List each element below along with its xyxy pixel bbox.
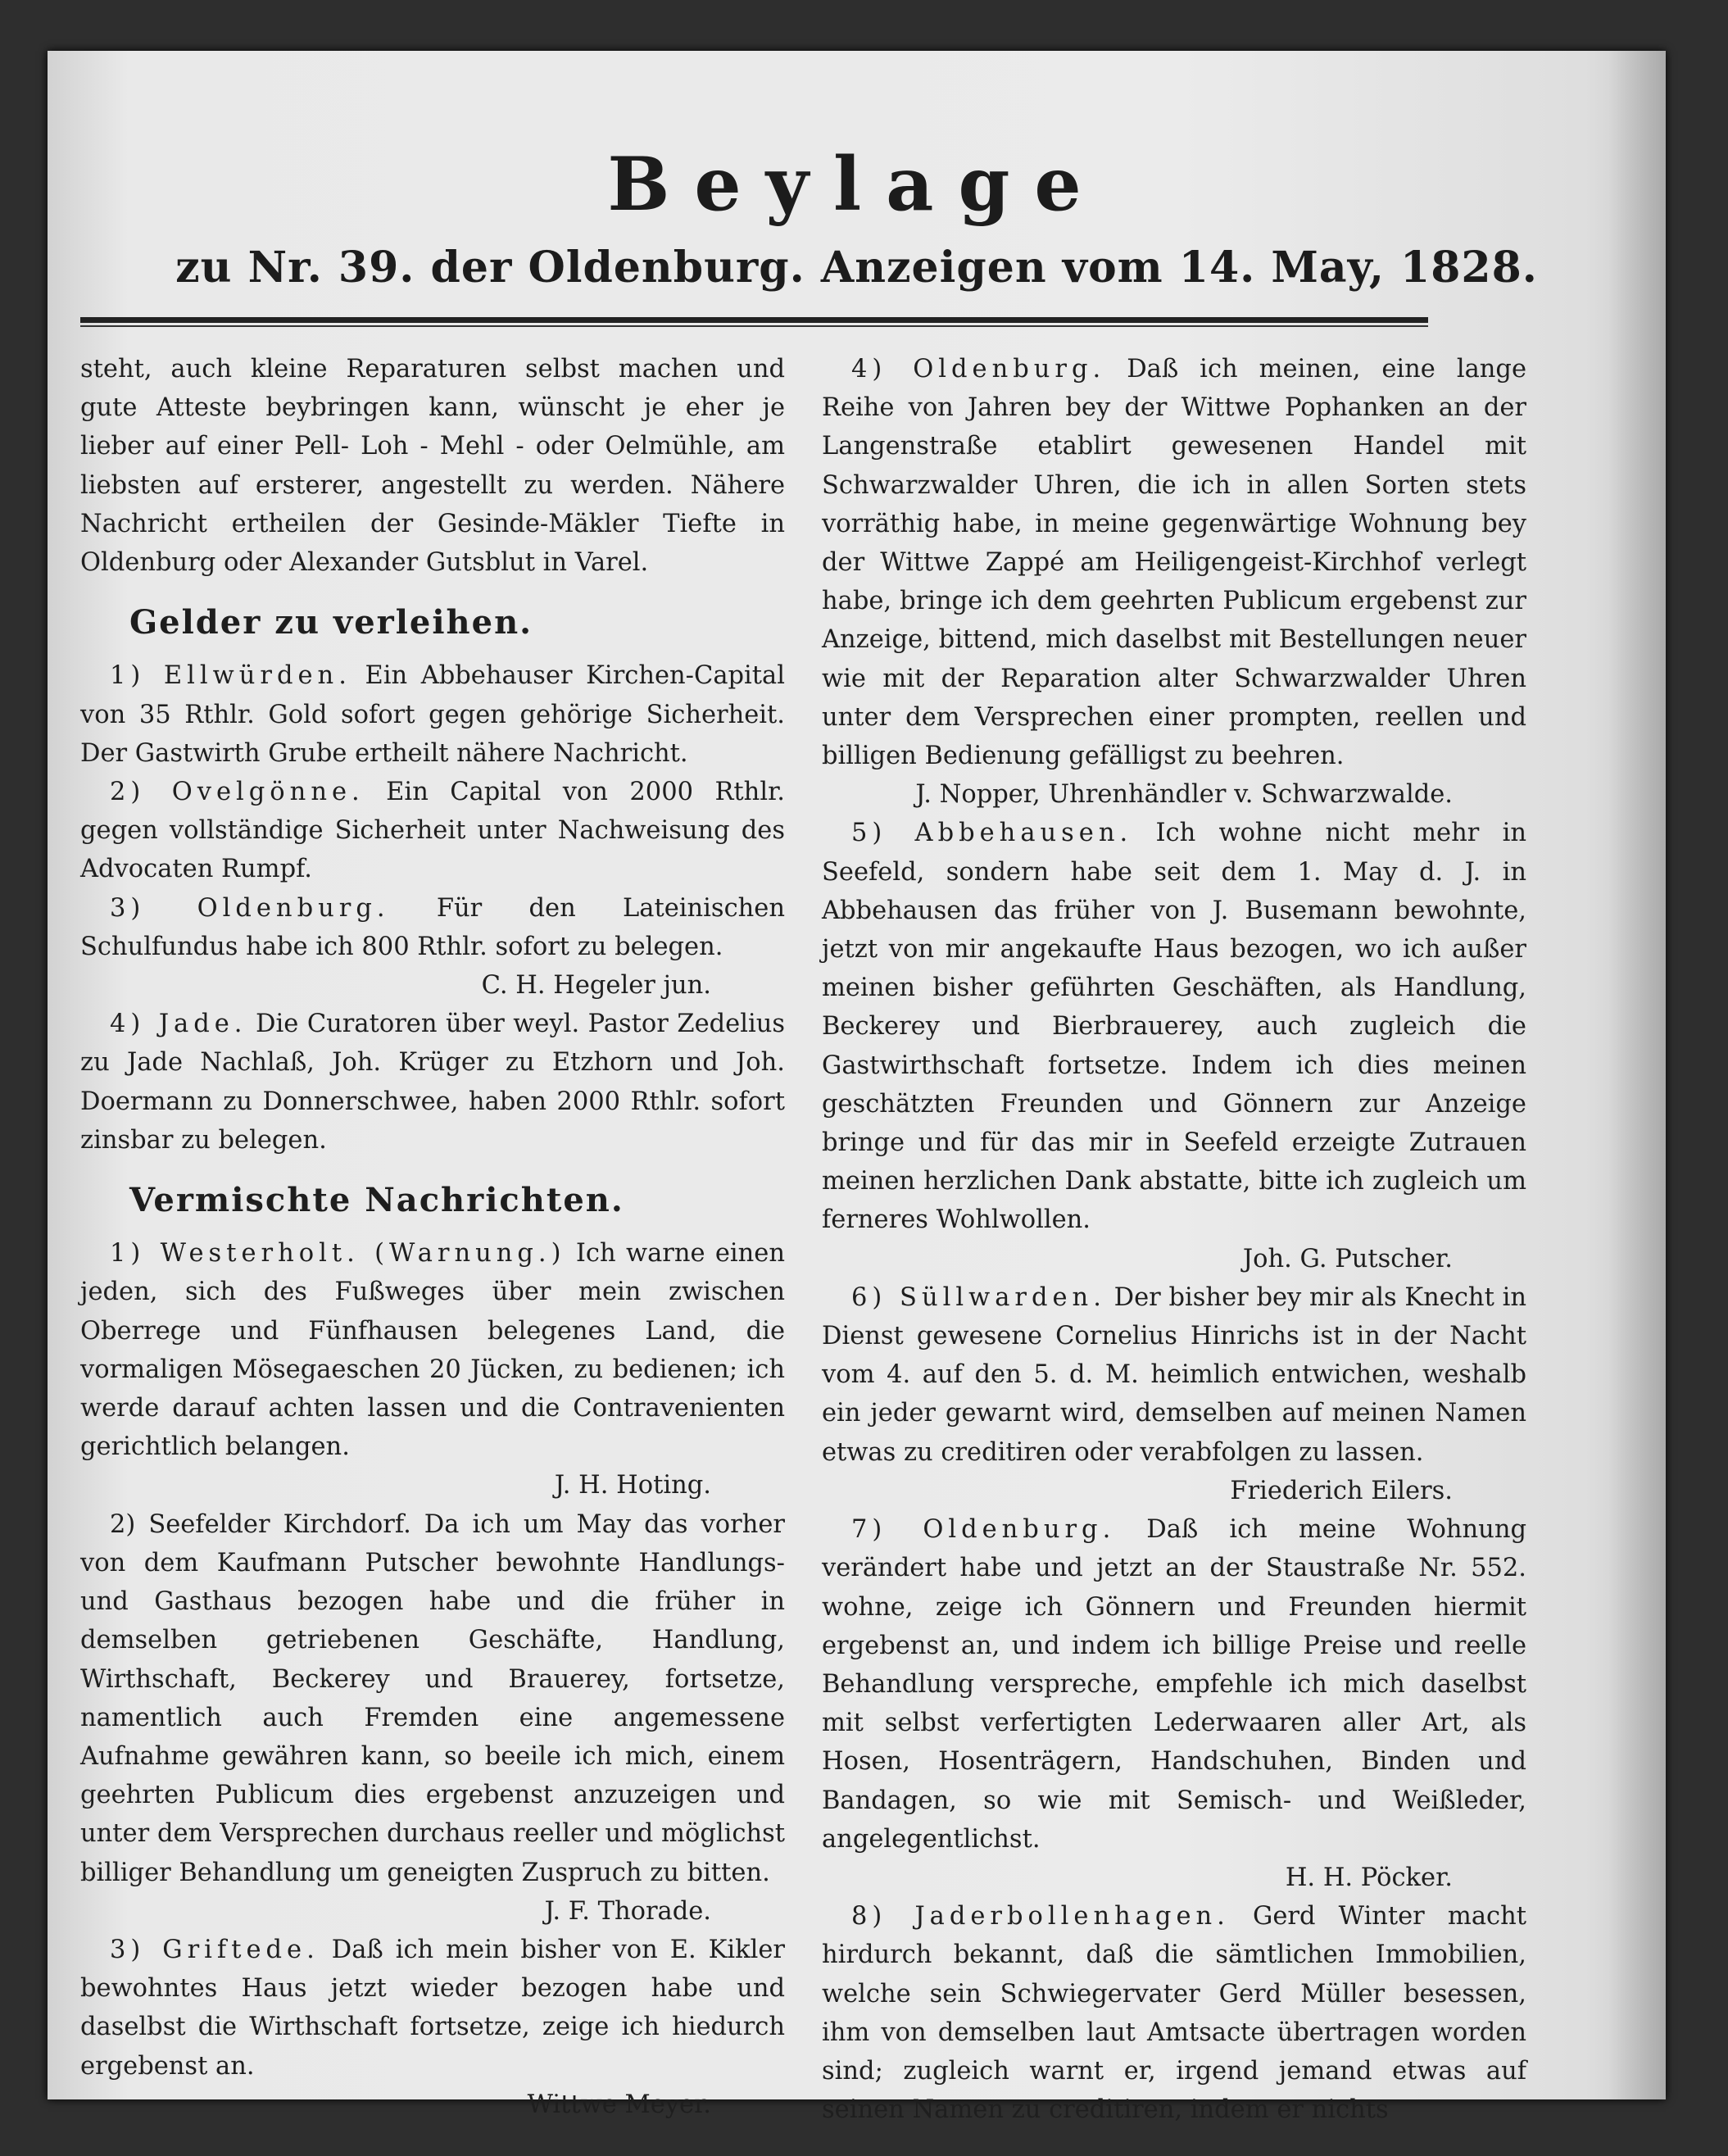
notice-place: 6) Süllwarden. bbox=[851, 1282, 1106, 1312]
page-subtitle: zu Nr. 39. der Oldenburg. Anzeigen vom 14. May, 1828. bbox=[175, 243, 1538, 293]
notice-place: 8) Jaderbollenhagen. bbox=[851, 1902, 1230, 1931]
notice-text: Da ich um May das vorher von dem Kaufmann Putscher bewohnte Handlungs- und Gasthaus bezogen habe und die früher in demselben getriebenen Geschäfte, Handlung, Wirthschaft, Beckerey und Brauerey, fortsetze, namentlich auch Fremden eine angemessene Aufnahme gewähren kann, so beeile ich mich, einem geehrten Publicum dies ergebenst anzuzeigen und unter dem Versprechen durchaus reeller und möglichst billiger Behandlung um geneigten Zuspruch zu bitten. bbox=[80, 1509, 785, 1887]
notice-text: Gerd Winter macht hirdurch bekannt, daß die sämtlichen Immobilien, welche sein Schwiegervater Gerd Müller besessen, ihm von demselben laut Amtsacte übertragen worden sind; zugleich warnt er, irgend jemand etwas auf seinen Namen zu creditiren, indem er nichts bbox=[822, 1902, 1526, 2125]
notice-text: Daß ich meinen, eine lange Reihe von Jahren bey der Wittwe Pophanken an der Langenstraße etablirt gewesenen Handel mit Schwarzwalder Uhren, die ich in allen Sorten stets vorräthig habe, in meine gegenwärtige Wohnung bey der Wittwe Zappé am Heiligengeist-Kirchhof verlegt habe, bringe ich dem geehrten Publicum ergebenst zur Anzeige, bittend, mich daselbst mit Bestellungen neuer wie mit der Reparation alter Schwarzwalder Uhren unter dem Versprechen einer prompten, reellen und billigen Bedienung gefälligst zu beehren. bbox=[822, 355, 1526, 771]
notice-text: Daß ich mein bisher von E. Kikler bewohntes Haus jetzt wieder bezogen habe und daselbst die Wirthschaft fortsetze, zeige ich hiedurch ergebenst an. bbox=[80, 1935, 786, 2081]
page-title: Beylage bbox=[607, 141, 1106, 228]
notice-text: Der bisher bey mir als Knecht in Dienst gewesene Cornelius Hinrichs ist in der Nacht vom 4. auf den 5. d. M. heimlich entwichen, weshalb ein jeder gewarnt wird, demselben auf meinen Namen etwas zu creditiren oder verabfolgen zu lassen. bbox=[822, 1282, 1526, 1467]
section-heading-gelder: Gelder zu verleihen. bbox=[129, 603, 533, 642]
notice-paragraph bbox=[80, 773, 785, 889]
notice-text: Für den Lateinischen Schulfundus habe ich 800 Rthlr. sofort zu belegen. bbox=[80, 893, 785, 961]
notice-signature: H. H. Pöcker. bbox=[1285, 1863, 1453, 1892]
notice-place: 1) Westerholt. (Warnung.) bbox=[110, 1239, 566, 1269]
notice-paragraph bbox=[80, 889, 785, 966]
notice-paragraph bbox=[80, 1234, 785, 1466]
left-column bbox=[80, 350, 785, 2124]
notice-signature: Joh. G. Putscher. bbox=[1242, 1244, 1453, 1273]
notice-place: 4) Oldenburg. bbox=[851, 355, 1106, 384]
notice-text: Ich warne einen jeden, sich des Fußweges über mein zwischen Oberrege und Fünfhausen belegenes Land, die vormaligen Mösegaeschen 20 Jücken, zu bedienen; ich werde darauf achten lassen und die Contravenienten gerichtlich belangen. bbox=[80, 1239, 785, 1462]
notice-place: 5) Abbehausen. bbox=[851, 819, 1133, 848]
notice-paragraph bbox=[822, 814, 1526, 1239]
notice-paragraph bbox=[822, 1897, 1526, 2129]
notice-text: Daß ich meine Wohnung verändert habe und jetzt an der Staustraße Nr. 552. wohne, zeige ich Gönnern und Freunden hiermit ergebenst an, und indem ich billige Preise und reelle Behandlung verspreche, empfehle ich mich daselbst mit selbst verfertigten Lederwaaren aller Art, als Hosen, Hosenträgern, Handschuhen, Binden und Bandagen, so wie mit Semisch- und Weißleder, angelegentlichst. bbox=[822, 1515, 1526, 1854]
notice-place: 4) Jade. bbox=[110, 1010, 247, 1039]
notice-paragraph bbox=[80, 1931, 785, 2086]
notice-place: 3) Griftede. bbox=[110, 1935, 320, 1964]
notice-place: 1) Ellwürden. bbox=[110, 661, 351, 691]
notice-place: 3) Oldenburg. bbox=[110, 893, 390, 923]
notice-signature: C. H. Hegeler jun. bbox=[481, 971, 711, 1001]
notice-place: 2) Seefelder Kirchdorf. bbox=[110, 1509, 411, 1539]
notice-signature: Friederich Eilers. bbox=[1230, 1476, 1453, 1505]
notice-text: Ein Capital von 2000 Rthlr. gegen vollständige Sicherheit unter Nachweisung des Advocaten Rumpf. bbox=[80, 778, 785, 884]
notice-signature: J. F. Thorade. bbox=[544, 1896, 711, 1926]
notice-text: Ein Abbehauser Kirchen-Capital von 35 Rthlr. Gold sofort gegen gehörige Sicherheit. Der Gastwirth Grube ertheilt nähere Nachricht. bbox=[80, 661, 785, 768]
newspaper-page bbox=[48, 51, 1666, 2125]
notice-paragraph bbox=[822, 1278, 1526, 1472]
notice-signature: J. Nopper, Uhrenhändler v. Schwarzwalde. bbox=[915, 780, 1453, 810]
notice-signature: Wittwe Meyer. bbox=[527, 2090, 711, 2119]
page-header bbox=[48, 141, 1666, 293]
notice-paragraph bbox=[822, 350, 1526, 775]
notice-paragraph bbox=[80, 656, 785, 773]
notice-paragraph bbox=[822, 1510, 1526, 1859]
right-column bbox=[822, 350, 1526, 2129]
notice-paragraph bbox=[80, 1505, 785, 1892]
notice-paragraph bbox=[80, 1005, 785, 1160]
page-edge-shadow bbox=[1608, 51, 1666, 2099]
notice-text: Ich wohne nicht mehr in Seefeld, sondern habe seit dem 1. May d. J. in Abbehausen das früher von J. Busemann bewohnte, jetzt von mir angekaufte Haus bezogen, wo ich außer meinen bisher geführten Geschäften, als Handlung, Beckerey und Bierbrauerey, auch zugleich die Gastwirthschaft fortsetze. Indem ich dies meinen geschätzten Freunden und Gönnern zur Anzeige bringe und für das mir in Seefeld erzeigte Zutrauen meinen herzlichen Dank abstatte, bitte ich zugleich um ferneres Wohlwollen. bbox=[822, 819, 1526, 1235]
notice-place: 2) Ovelgönne. bbox=[110, 778, 365, 807]
notice-place: 7) Oldenburg. bbox=[851, 1515, 1116, 1545]
header-rule bbox=[80, 317, 1428, 327]
intro-paragraph: steht, auch kleine Reparaturen selbst machen und gute Atteste beybringen kann, wünscht je eher je lieber auf einer Pell- Loh - Mehl - oder Oelmühle, am liebsten auf ersterer, angestellt zu werden. Nähere Nachricht ertheilen der Gesinde-Mäkler Tiefte in Oldenburg oder Alexander Gutsblut in Varel. bbox=[80, 355, 785, 578]
notice-signature: J. H. Hoting. bbox=[554, 1471, 711, 1500]
notice-text: Die Curatoren über weyl. Pastor Zedelius zu Jade Nachlaß, Joh. Krüger zu Etzhorn und Joh. Doermann zu Donnerschwee, haben 2000 Rthlr. sofort zinsbar zu belegen. bbox=[80, 1010, 785, 1155]
section-heading-vermischte: Vermischte Nachrichten. bbox=[129, 1181, 624, 1220]
